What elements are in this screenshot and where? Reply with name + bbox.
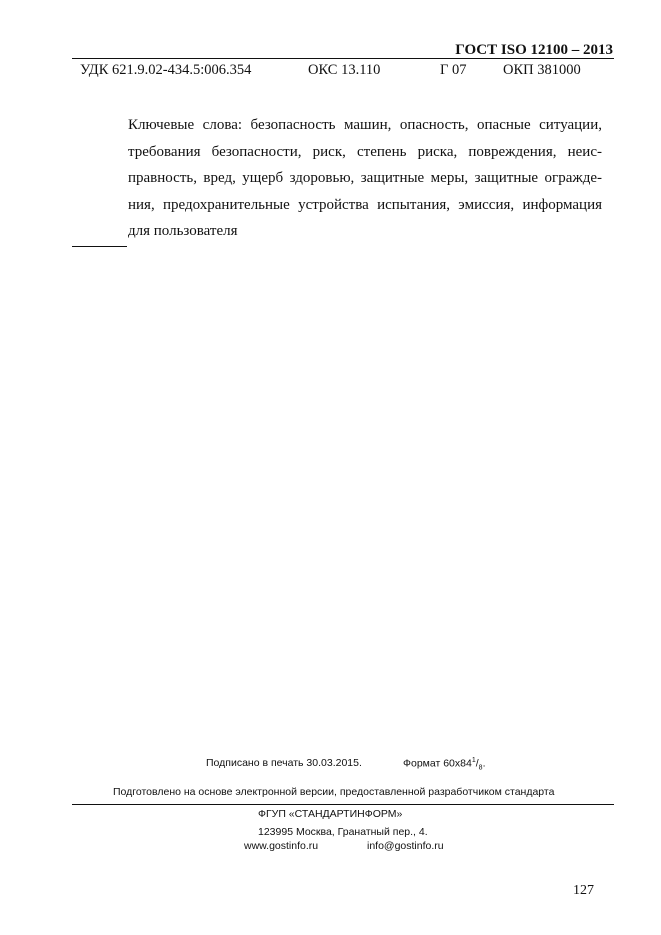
standard-designation: ГОСТ ISO 12100 – 2013	[455, 42, 613, 58]
udk-code: УДК 621.9.02-434.5:006.354	[80, 62, 252, 78]
format-label: Формат 60x84	[403, 757, 472, 770]
format-numerator: 1	[471, 757, 476, 764]
group-code: Г 07	[440, 62, 467, 78]
publisher-email[interactable]: info@gostinfo.ru	[367, 840, 444, 852]
prepared-note: Подготовлено на основе электронной версии, предоставленной разработчиком стандарта	[113, 786, 555, 798]
okp-code: ОКП 381000	[503, 62, 581, 78]
signed-for-print: Подписано в печать 30.03.2015.	[206, 757, 362, 769]
header-rule	[72, 58, 614, 59]
publisher-name: ФГУП «СТАНДАРТИНФОРМ»	[258, 808, 403, 820]
publisher-address: 123995 Москва, Гранатный пер., 4.	[258, 826, 428, 838]
print-format: Формат $60x84^1/_8$.	[403, 757, 486, 772]
footnote-separator	[72, 246, 127, 247]
publisher-website[interactable]: www.gostinfo.ru	[244, 840, 319, 852]
keywords-paragraph: Ключевые слова: безопасность машин, опасность, опасные ситуации, требования безопасности, риск, степень риска, повреждения, неис-правность, вред, ущерб здоровью, защитные меры, защитные огражде-ния, предохранительные устройства испытания, эмиссия, информация для пользователя	[128, 117, 602, 239]
page-number: 127	[573, 883, 594, 898]
imprint-rule	[72, 804, 614, 805]
format-dot: .	[482, 757, 486, 770]
oks-code: ОКС 13.110	[308, 62, 381, 78]
format-denominator: 8	[478, 764, 483, 772]
